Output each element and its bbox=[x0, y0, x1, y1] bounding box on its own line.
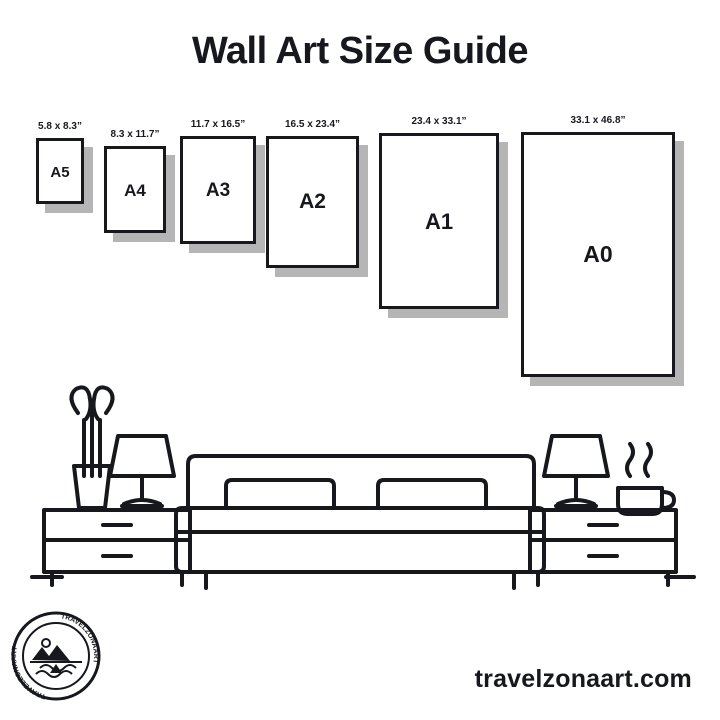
frame-dimension-label: 23.4 x 33.1” bbox=[411, 116, 467, 127]
frame-size-label: A5 bbox=[50, 163, 70, 181]
frame-box bbox=[379, 133, 499, 309]
frame-size-label: A2 bbox=[299, 190, 326, 214]
page-title: Wall Art Size Guide bbox=[191, 30, 529, 72]
right-nightstand bbox=[530, 510, 676, 585]
logo-text-top: TRAVELZONAART bbox=[60, 613, 99, 664]
frame-dimension-label: 16.5 x 23.4” bbox=[284, 119, 341, 130]
plant-vase bbox=[71, 387, 112, 508]
frame-box bbox=[180, 136, 256, 244]
coffee-cup bbox=[618, 444, 674, 514]
right-table-lamp bbox=[544, 436, 608, 506]
website-url: travelzonaart.com bbox=[474, 665, 692, 693]
frame-box bbox=[521, 132, 675, 377]
frame-dimension-label: 8.3 x 11.7” bbox=[110, 129, 160, 140]
frame-box bbox=[36, 138, 84, 204]
frame-size-label: A1 bbox=[424, 208, 454, 234]
frame-dimension-label: 5.8 x 8.3” bbox=[38, 121, 82, 132]
bedroom-scene bbox=[0, 380, 720, 610]
frame-box bbox=[266, 136, 359, 268]
frame-size-label: A0 bbox=[583, 241, 613, 268]
left-nightstand bbox=[44, 510, 190, 585]
frame-size-label: A4 bbox=[124, 180, 146, 200]
bed bbox=[176, 456, 544, 588]
frame-box bbox=[104, 146, 166, 233]
frame-dimension-label: 33.1 x 46.8” bbox=[570, 115, 626, 126]
logo-text-bottom: TRAVELZONAART bbox=[10, 645, 47, 700]
frame-size-label: A3 bbox=[205, 179, 231, 201]
brand-logo bbox=[10, 610, 102, 702]
left-table-lamp bbox=[110, 436, 174, 506]
frame-dimension-label: 11.7 x 16.5” bbox=[190, 119, 246, 130]
